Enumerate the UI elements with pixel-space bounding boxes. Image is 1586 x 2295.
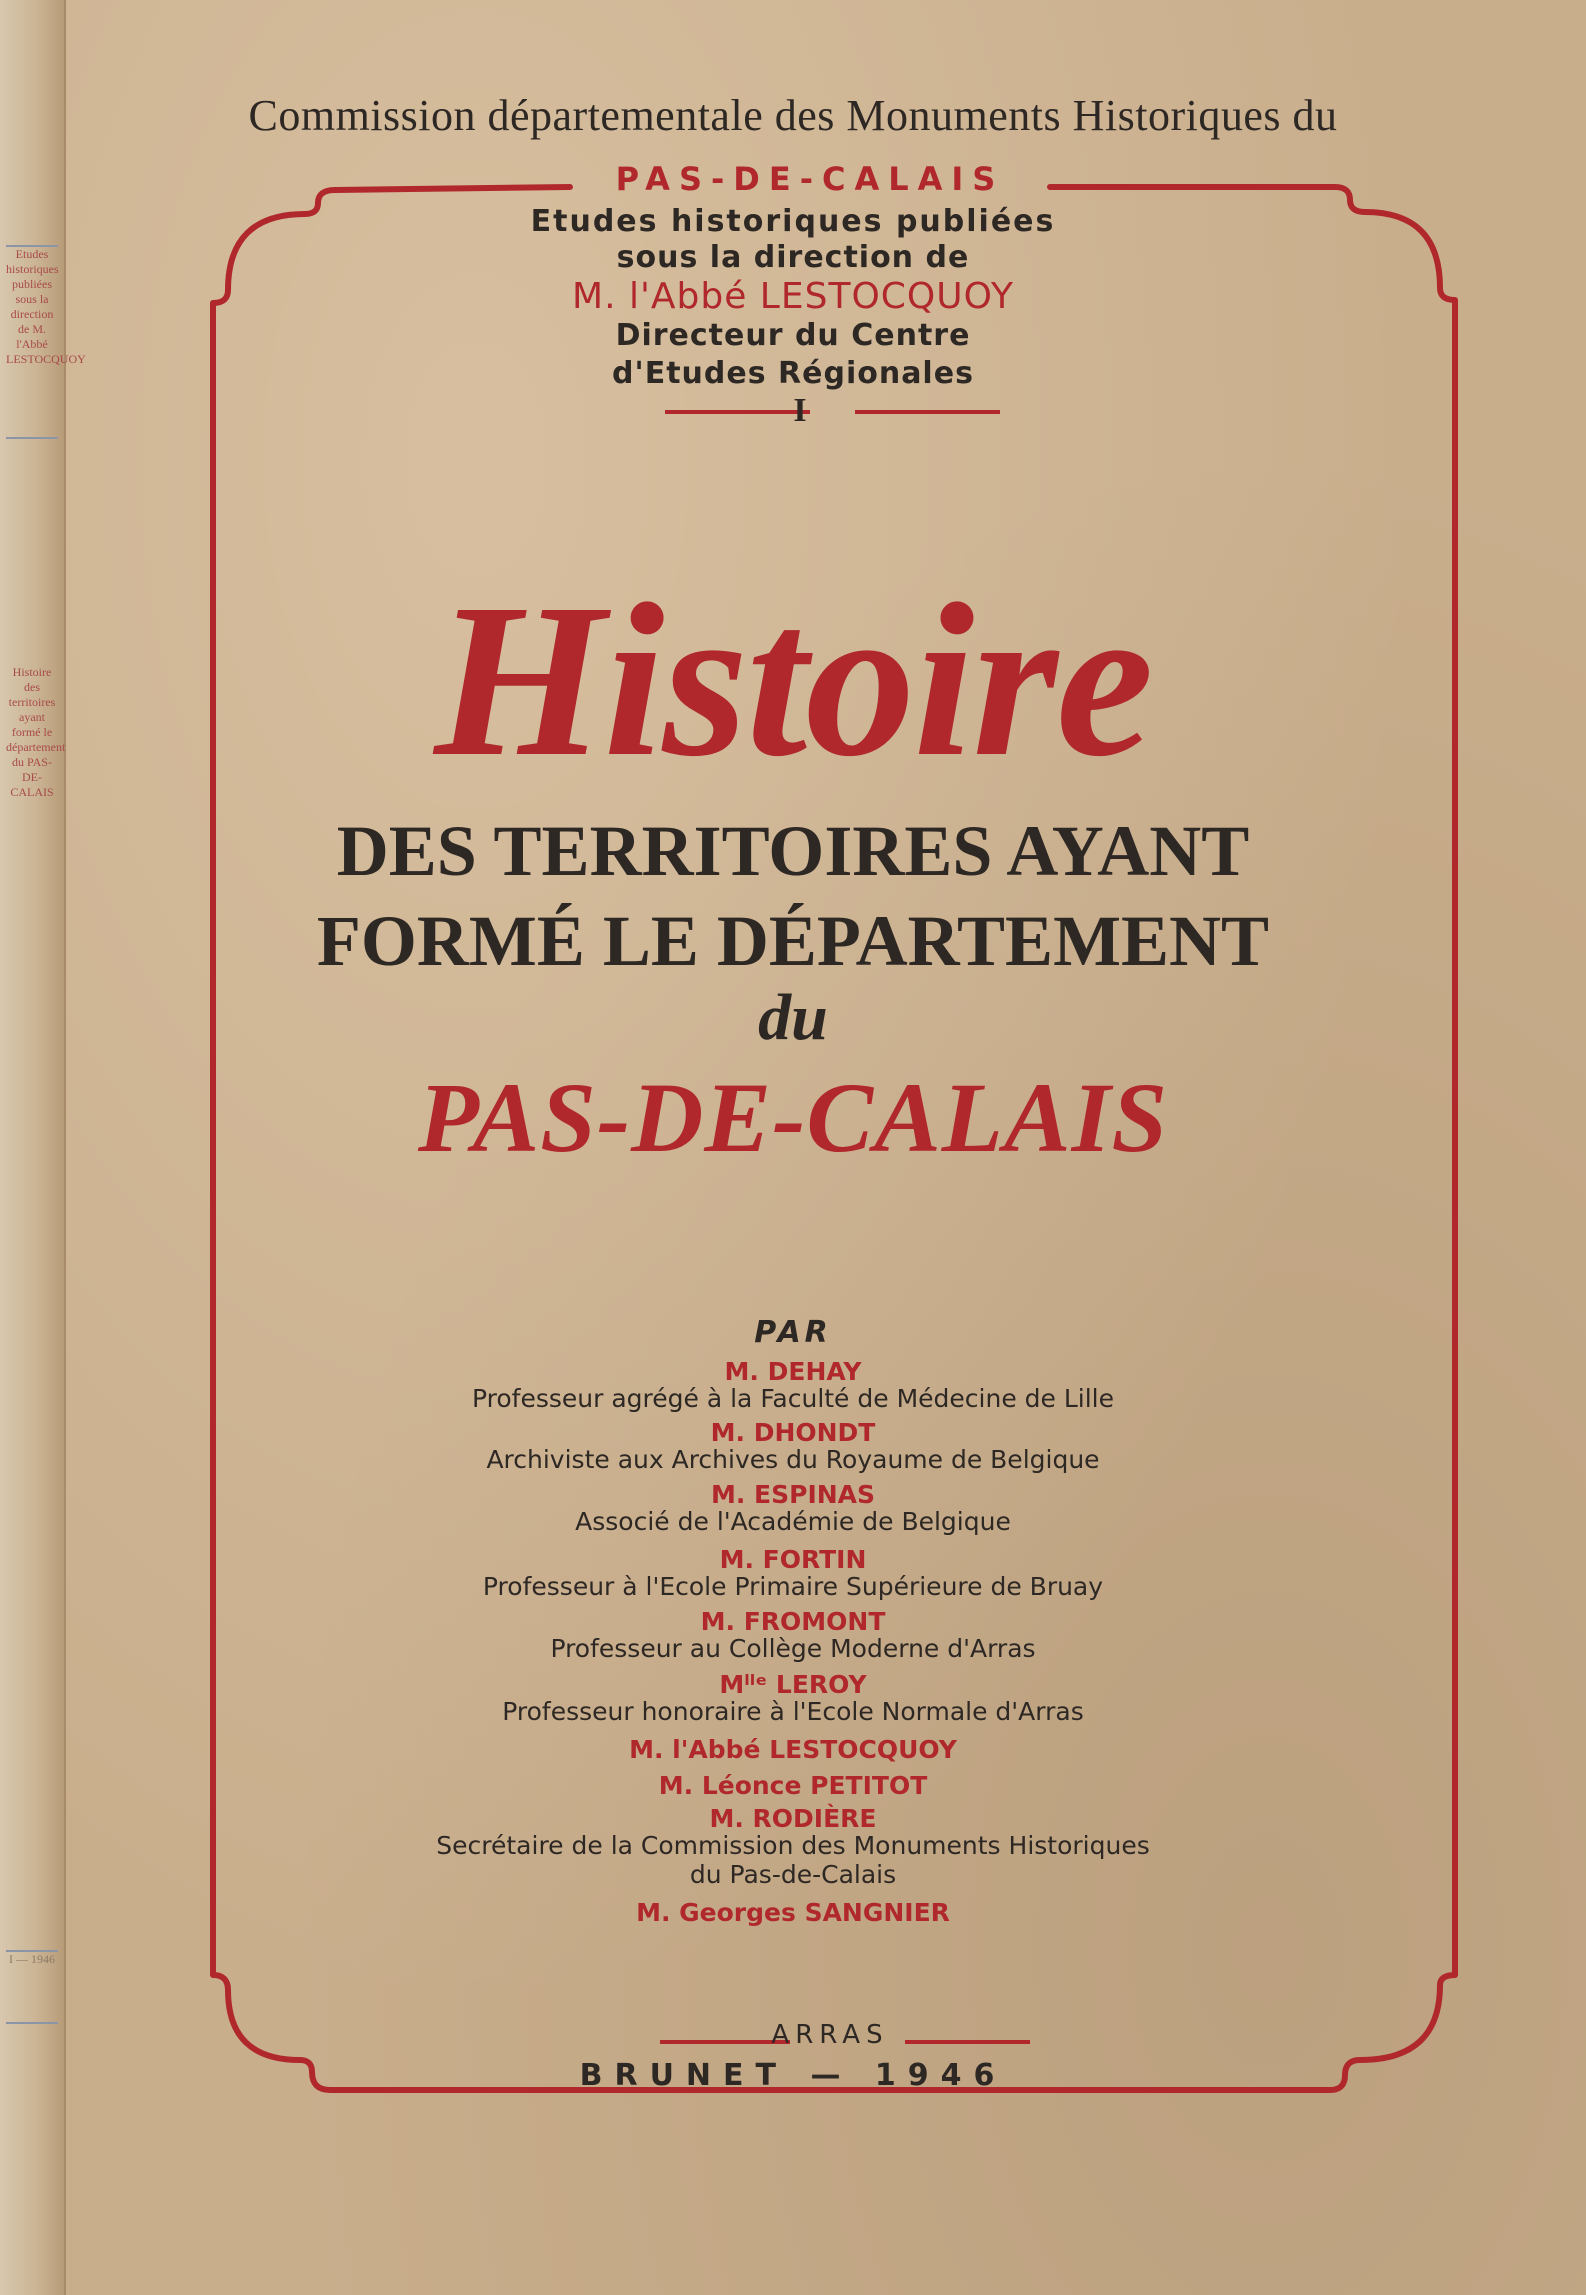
author-name: M. Léonce PETITOT bbox=[658, 1771, 928, 1800]
author-role: Professeur honoraire à l'Ecole Normale d'Arras bbox=[502, 1697, 1084, 1726]
author-name: M. RODIÈRE bbox=[709, 1804, 877, 1833]
author-role: Professeur au Collège Moderne d'Arras bbox=[550, 1634, 1036, 1663]
publisher-city: ARRAS bbox=[771, 2020, 889, 2050]
author-name: M. FROMONT bbox=[700, 1607, 886, 1636]
author-role: Professeur à l'Ecole Primaire Supérieure de Bruay bbox=[482, 1572, 1104, 1601]
spine-volume-label: I — 1946 bbox=[6, 1950, 58, 2024]
par-label: PAR bbox=[754, 1315, 832, 1350]
author-name: M. Georges SANGNIER bbox=[636, 1898, 950, 1927]
series-line-5: d'Etudes Régionales bbox=[612, 356, 974, 391]
author-name: Mˡˡᵉ LEROY bbox=[719, 1670, 867, 1699]
series-line-4: Directeur du Centre bbox=[615, 318, 971, 353]
subtitle-du: du bbox=[758, 981, 828, 1054]
author-name: M. DEHAY bbox=[724, 1357, 862, 1386]
series-title: PAS-DE-CALAIS bbox=[615, 160, 1005, 198]
subtitle-place: PAS-DE-CALAIS bbox=[417, 1062, 1169, 1173]
subtitle-line-2: FORMÉ LE DÉPARTEMENT bbox=[316, 901, 1270, 981]
author-role: du Pas-de-Calais bbox=[689, 1860, 897, 1889]
author-role: Archiviste aux Archives du Royaume de Belgique bbox=[486, 1445, 1100, 1474]
author-name: M. l'Abbé LESTOCQUOY bbox=[629, 1735, 957, 1764]
spine-series-label: Etudes historiques publiées sous la direction de M. l'Abbé LESTOCQUOY bbox=[6, 245, 58, 439]
series-line-2: sous la direction de bbox=[616, 240, 970, 275]
author-role: Associé de l'Académie de Belgique bbox=[575, 1507, 1011, 1536]
author-role: Secrétaire de la Commission des Monuments Historiques bbox=[436, 1831, 1150, 1860]
publisher-line: BRUNET — 1946 bbox=[579, 2058, 1007, 2093]
book-title: Histoire bbox=[434, 558, 1152, 802]
author-name: M. ESPINAS bbox=[710, 1480, 876, 1509]
series-line-1: Etudes historiques publiées bbox=[530, 204, 1056, 239]
author-role: Professeur agrégé à la Faculté de Médecine de Lille bbox=[472, 1384, 1114, 1413]
commission-heading: Commission départementale des Monuments Historiques du bbox=[248, 91, 1338, 140]
subtitle-line-1: DES TERRITOIRES AYANT bbox=[336, 811, 1250, 891]
spine-title-label: Histoire des territoires ayant formé le département du PAS-DE-CALAIS bbox=[6, 665, 66, 799]
series-director: M. l'Abbé LESTOCQUOY bbox=[572, 276, 1014, 317]
volume-number: I bbox=[793, 392, 807, 429]
author-name: M. DHONDT bbox=[710, 1418, 876, 1447]
author-name: M. FORTIN bbox=[719, 1545, 867, 1574]
